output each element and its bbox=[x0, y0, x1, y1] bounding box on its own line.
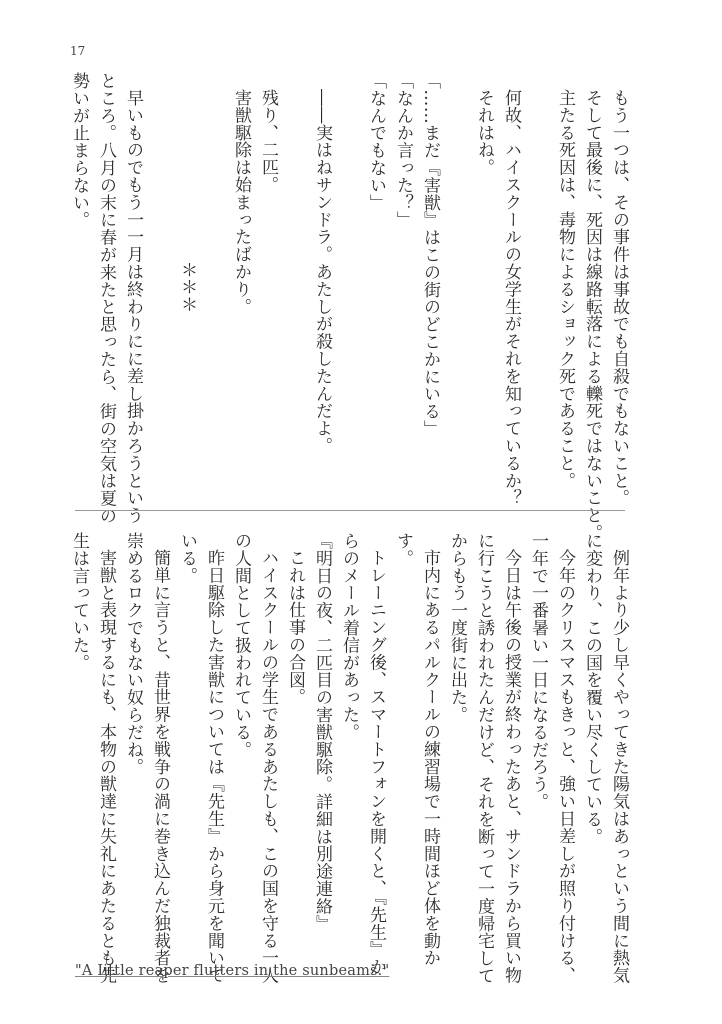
text-line: らのメール着信があった。 bbox=[339, 532, 359, 741]
text-line: そして最後に、死因は線路転落による轢死ではないこと。 bbox=[582, 89, 602, 542]
text-line: 何故、ハイスクールの女学生がそれを知っているか？ bbox=[501, 89, 521, 507]
scene-break: ＊＊＊ bbox=[177, 260, 197, 314]
text-line: 主たる死因は、毒物によるショック死であること。 bbox=[555, 89, 575, 490]
text-line: それはね。 bbox=[474, 89, 494, 176]
text-line: もう一つは、その事件は事故でも自殺でもないこと。 bbox=[609, 89, 629, 507]
text-line: これは仕事の合図。 bbox=[285, 549, 305, 706]
blank-line bbox=[200, 72, 227, 502]
text-line: 残り、二匹。 bbox=[258, 89, 278, 194]
text-line: 勢いが止まらない。 bbox=[69, 72, 89, 229]
text-line: 「なんでもない」 bbox=[366, 72, 386, 212]
text-line: トレーニング後、スマートフォンを開くと、『先生』か bbox=[366, 549, 386, 976]
blank-line bbox=[524, 72, 551, 502]
text-line: いる。 bbox=[177, 532, 197, 585]
page-number: 17 bbox=[70, 44, 86, 58]
text-line: 害獣と表現するにも、本物の獣達に失礼にあたるとも先 bbox=[96, 549, 116, 984]
text-line: 生は言っていた。 bbox=[69, 532, 89, 672]
text-line: 簡単に言うと、昔世界を戦争の渦に巻き込んだ独裁者を bbox=[150, 549, 170, 984]
text-line: に変わり、この国を覆い尽くしている。 bbox=[582, 532, 602, 846]
blank-line bbox=[281, 72, 308, 502]
blank-line bbox=[146, 72, 173, 502]
text-line: 例年より少し早くやってきた陽気はあっという間に熱気 bbox=[609, 549, 629, 984]
text-line: す。 bbox=[393, 532, 413, 567]
text-line: 今年のクリスマスもきっと、強い日差しが照り付ける、 bbox=[555, 549, 575, 984]
text-line: からもう一度街に出た。 bbox=[447, 532, 467, 724]
text-line: 早いものでもう一一月は終わりにに差し掛かろうという bbox=[123, 89, 143, 524]
text-line: ――実はねサンドラ。あたしが殺したんだよ。 bbox=[312, 89, 332, 455]
upper-text-block bbox=[65, 72, 632, 542]
text-line: 崇めるロクでもない奴らだね。 bbox=[123, 532, 143, 776]
text-line: 一年で一番暑い一日になるだろう。 bbox=[528, 532, 548, 811]
text-line: ハイスクールの学生であるあたしも、この国を守る一人 bbox=[258, 549, 278, 984]
section-divider bbox=[75, 510, 625, 511]
text-line: に行こうと誘われたんだけど、それを断って一度帰宅して bbox=[474, 532, 494, 985]
footer-caption: "A Iittle reaper flutters in the sunbeams." bbox=[75, 963, 390, 979]
text-line: ところ。八月の末に春が来たと思ったら、街の空気は夏の bbox=[96, 72, 116, 525]
text-line: 害獣駆除は始まったばかり。 bbox=[231, 89, 251, 316]
text-line: 「なんか言った？」 bbox=[393, 72, 413, 229]
text-line: 昨日駆除した害獣については『先生』から身元を聞いて bbox=[204, 549, 224, 984]
text-line: 今日は午後の授業が終わったあと、サンドラから買い物 bbox=[501, 549, 521, 984]
text-line: 「……まだ『害獣』はこの街のどこかにいる」 bbox=[420, 72, 440, 438]
text-line: 市内にあるパルクールの練習場で一時間ほど体を動か bbox=[420, 549, 440, 967]
blank-line bbox=[335, 72, 362, 502]
text-line: 『明日の夜、二匹目の害獣駆除。詳細は別途連絡』 bbox=[312, 532, 332, 933]
blank-line bbox=[443, 72, 470, 502]
text-line: の人間として扱われている。 bbox=[231, 532, 251, 759]
